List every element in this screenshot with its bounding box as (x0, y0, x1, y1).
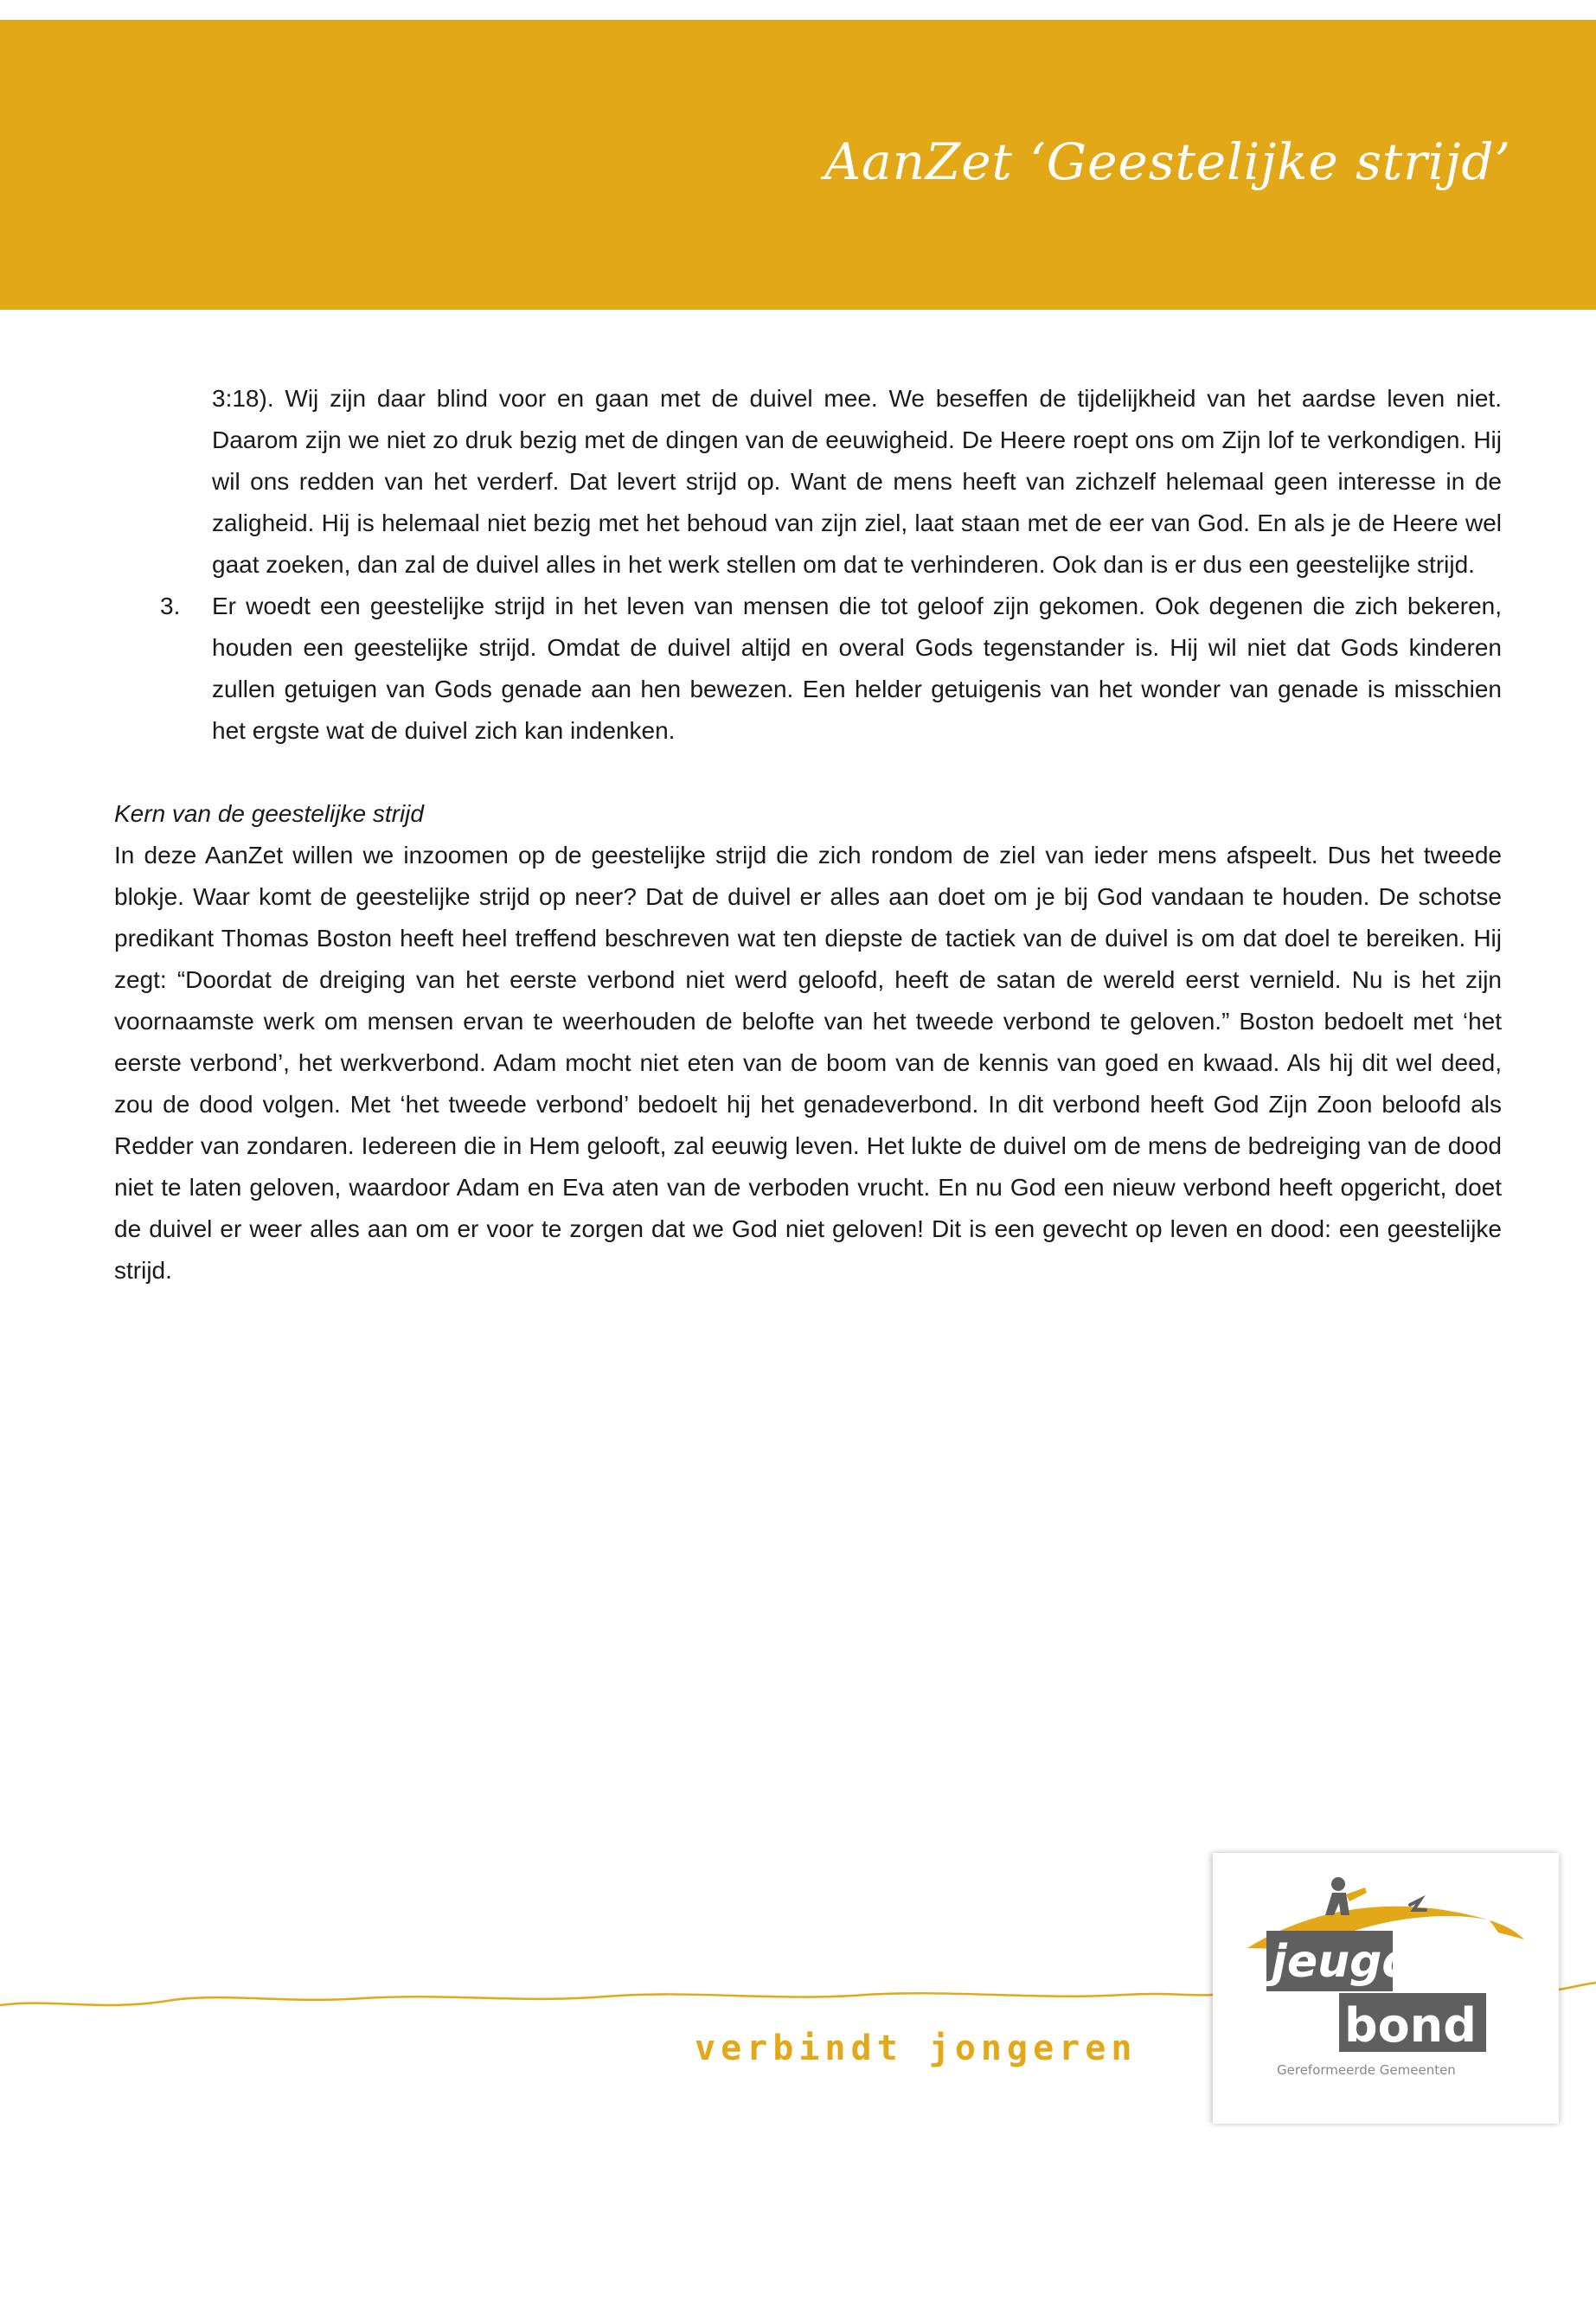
page-title: AanZet ‘Geestelijke strijd’ (824, 132, 1511, 191)
list-item (114, 378, 1502, 586)
logo-graphic (1213, 1853, 1559, 2124)
logo-subtitle: Gereformeerde Gemeenten (1277, 2062, 1456, 2078)
list-item-text: Er woedt een geestelijke strijd in het leven van mensen die tot geloof zijn gekomen. Ook degenen die zich bekeren, houden een geestelijke strijd. Omdat de duivel altijd en overal Gods tegenstander is. Hij wil niet dat Gods kinderen zullen getuigen van Gods genade aan hen bewezen. Een helder getuigenis van het wonder van genade is misschien het ergste wat de duivel zich kan indenken. (212, 593, 1502, 744)
footer-tagline: verbindt jongeren (695, 2029, 1138, 2068)
document-body (114, 378, 1502, 1292)
numbered-list (114, 378, 1502, 752)
section-heading: Kern van de geestelijke strijd (114, 800, 424, 827)
list-item-text: 3:18). Wij zijn daar blind voor en gaan met de duivel mee. We beseffen de tijdelijkheid van het aardse leven niet. Daarom zijn we niet zo druk bezig met de dingen van de eeuwigheid. De Heere roept ons om Zijn lof te verkondigen. Hij wil ons redden van het verderf. Dat levert strijd op. Want de mens heeft van zichzelf helemaal geen interesse in de zaligheid. Hij is helemaal niet bezig met het behoud van zijn ziel, laat staan met de eer van God. En als je de Heere wel gaat zoeken, dan zal de duivel alles in het werk stellen om dat te verhinderen. Ook dan is er dus een geestelijke strijd. (212, 385, 1502, 578)
list-item (114, 586, 1502, 752)
logo-word-jeugd: jeugd (1272, 1936, 1414, 1988)
header-band (0, 20, 1596, 310)
list-item-number: 3. (160, 593, 181, 619)
logo (1213, 1853, 1559, 2124)
logo-word-bond: bond (1344, 1998, 1477, 2053)
section-body: In deze AanZet willen we inzoomen op de geestelijke strijd die zich rondom de ziel van ieder mens afspeelt. Dus het tweede blokje. Waar komt de geestelijke strijd op neer? Dat de duivel er alles aan doet om je bij God vandaan te houden. De schotse predikant Thomas Boston heeft heel treffend beschreven wat ten diepste de tactiek van de duivel is om dat doel te bereiken. Hij zegt: “Doordat de dreiging van het eerste verbond niet werd geloofd, heeft de satan de wereld eerst vernield. Nu is het zijn voornaamste werk om mensen ervan te weerhouden de belofte van het tweede verbond te geloven.” Boston bedoelt met ‘het eerste verbond’, het werkverbond. Adam mocht niet eten van de boom van de kennis van goed en kwaad. Als hij dit wel deed, zou de dood volgen. Met ‘het tweede verbond’ bedoelt hij het genadeverbond. In dit verbond heeft God Zijn Zoon beloofd als Redder van zondaren. Iedereen die in Hem gelooft, zal eeuwig leven. Het lukte de duivel om de mens de bedreiging van de dood niet te laten geloven, waardoor Adam en Eva aten van de verboden vrucht. En nu God een nieuw verbond heeft opgericht, doet de duivel er weer alles aan om er voor te zorgen dat we God niet geloven! Dit is een gevecht op leven en dood: een geestelijke strijd. (114, 842, 1502, 1284)
